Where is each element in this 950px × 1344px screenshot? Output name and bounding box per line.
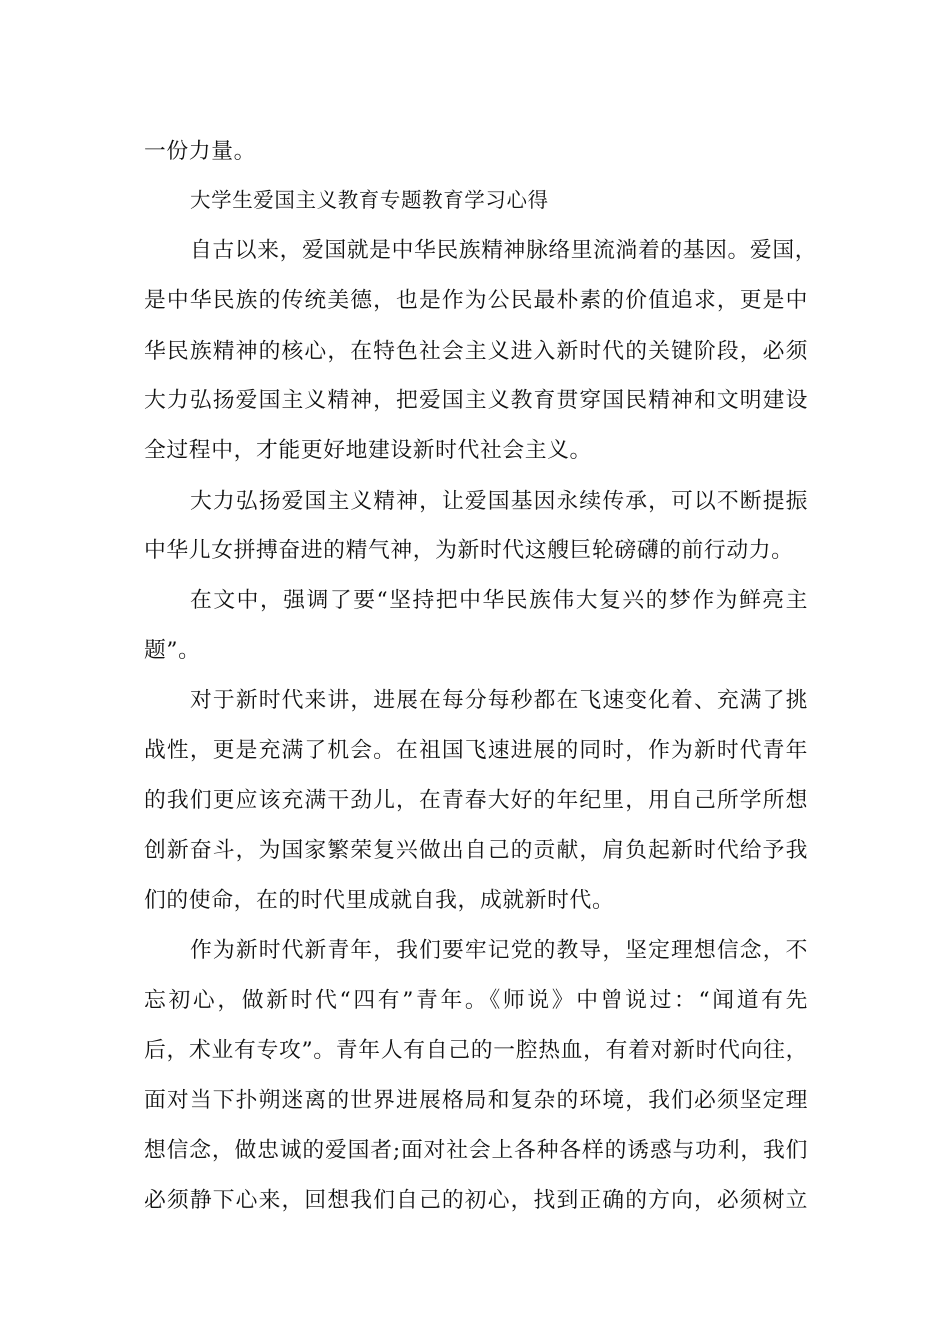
text-line: 大力弘扬爱国主义精神，让爱国基因永续传承，可以不断提振 [190, 489, 808, 514]
text-line: 对于新时代来讲，进展在每分每秒都在飞速变化着、充满了挑 [190, 688, 808, 713]
text-line: 创新奋斗，为国家繁荣复兴做出自己的贡献，肩负起新时代给予我 [144, 838, 808, 863]
section-title: 大学生爱国主义教育专题教育学习心得 [190, 188, 549, 212]
text-line: 们的使命，在的时代里成就自我，成就新时代。 [144, 888, 615, 913]
text-line: 是中华民族的传统美德，也是作为公民最朴素的价值追求，更是中 [144, 288, 808, 313]
text-line: 在文中，强调了要“坚持把中华民族伟大复兴的梦作为鲜亮主 [190, 588, 808, 613]
text-line: 中华儿女拼搏奋进的精气神，为新时代这艘巨轮磅礴的前行动力。 [144, 538, 794, 563]
text-line: 题”。 [144, 638, 201, 663]
text-line: 一份力量。 [144, 139, 256, 164]
text-line: 忘初心，做新时代“四有”青年。《师说》中曾说过：“闻道有先 [144, 988, 808, 1013]
text-line: 必须静下心来，回想我们自己的初心，找到正确的方向，必须树立 [144, 1188, 808, 1213]
text-line: 面对当下扑朔迷离的世界进展格局和复杂的环境，我们必须坚定理 [144, 1088, 808, 1113]
text-line: 想信念，做忠诚的爱国者;面对社会上各种各样的诱惑与功利，我们 [144, 1138, 808, 1163]
text-line: 自古以来，爱国就是中华民族精神脉络里流淌着的基因。爱国， [190, 238, 818, 263]
text-line: 华民族精神的核心，在特色社会主义进入新时代的关键阶段，必须 [144, 339, 808, 364]
text-line: 战性，更是充满了机会。在祖国飞速进展的同时，作为新时代青年 [144, 738, 808, 763]
text-line: 的我们更应该充满干劲儿，在青春大好的年纪里，用自己所学所想 [144, 788, 808, 813]
text-line: 作为新时代新青年，我们要牢记党的教导，坚定理想信念，不 [190, 938, 808, 963]
text-line: 全过程中，才能更好地建设新时代社会主义。 [144, 438, 592, 463]
text-line: 后，术业有专攻”。青年人有自己的一腔热血，有着对新时代向往， [144, 1038, 808, 1063]
text-line: 大力弘扬爱国主义精神，把爱国主义教育贯穿国民精神和文明建设 [144, 388, 808, 413]
